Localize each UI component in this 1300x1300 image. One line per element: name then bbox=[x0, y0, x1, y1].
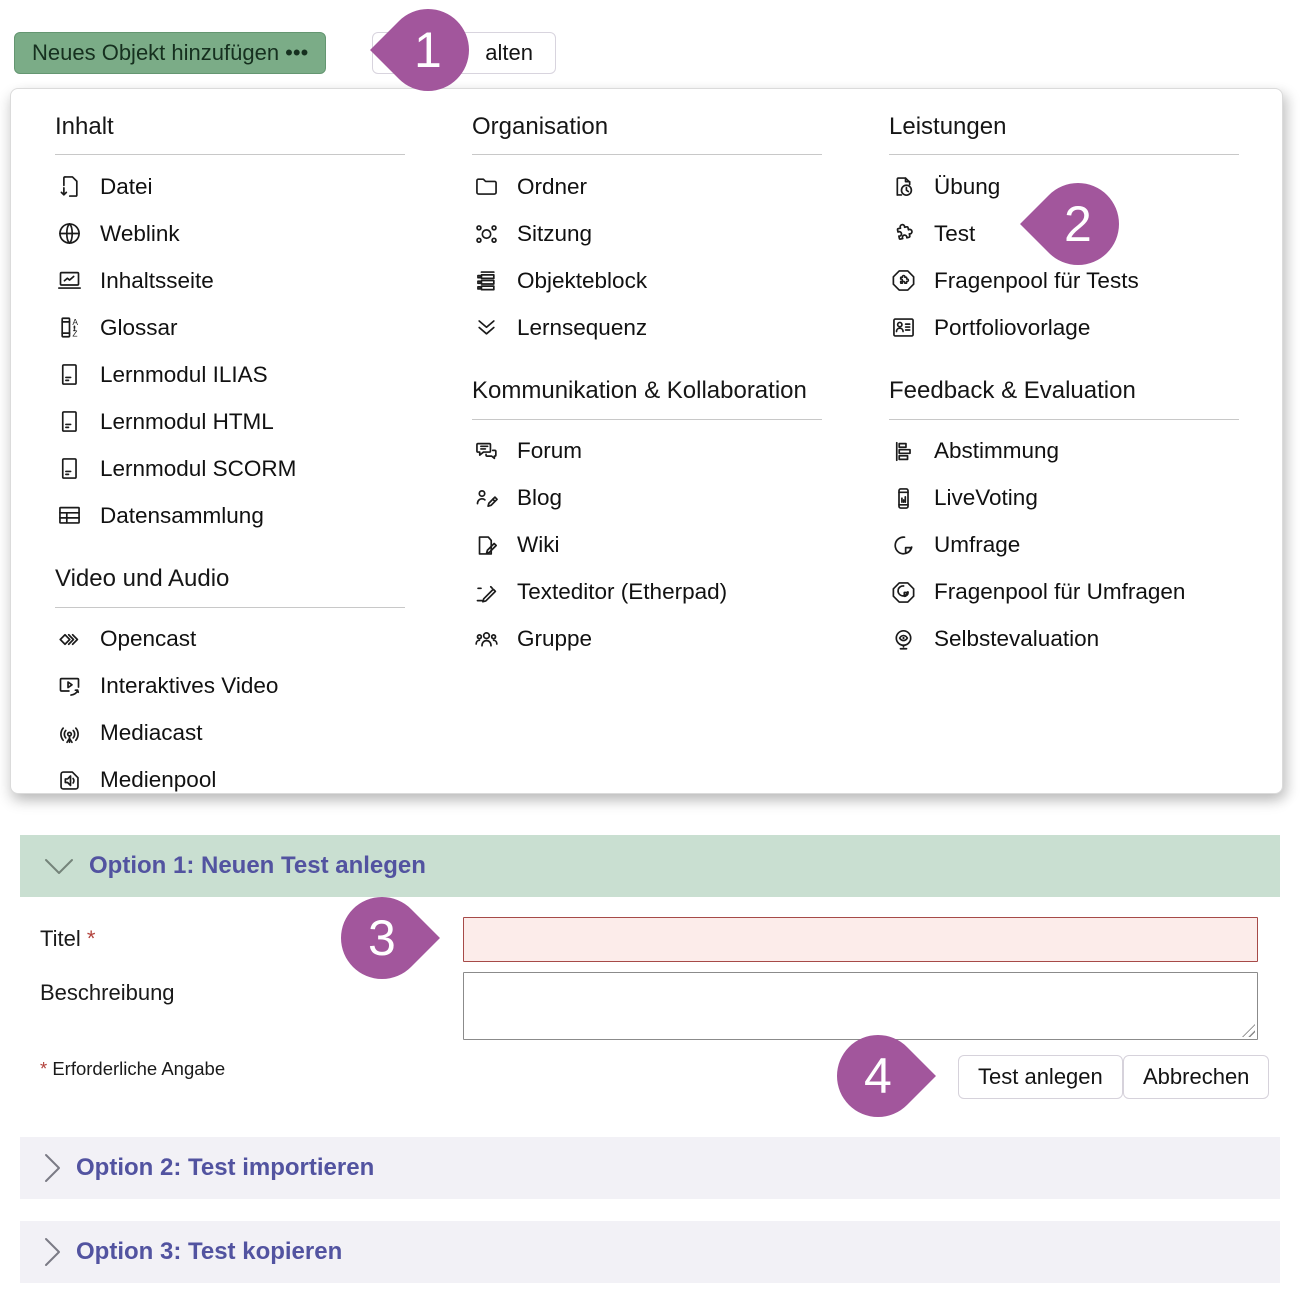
menu-item-datensammlung[interactable] bbox=[55, 492, 405, 539]
chevron-right-icon bbox=[44, 1153, 61, 1183]
section-title-video-und-audio: Video und Audio bbox=[55, 565, 405, 607]
create-test-button[interactable]: Test anlegen bbox=[958, 1055, 1123, 1099]
description-field-wrap bbox=[463, 972, 1258, 1040]
menu-item-selbstevaluation[interactable] bbox=[889, 616, 1239, 663]
opencast-icon bbox=[55, 625, 83, 653]
self-evaluation-icon bbox=[889, 625, 917, 653]
menu-item-label: Fragenpool für Tests bbox=[934, 267, 1139, 293]
menu-item-label: LiveVoting bbox=[934, 485, 1038, 511]
svg-text:A: A bbox=[71, 317, 78, 328]
step-3-label: 3 bbox=[368, 910, 396, 966]
description-textarea[interactable] bbox=[463, 972, 1258, 1040]
section-title-leistungen: Leistungen bbox=[889, 113, 1239, 155]
menu-item-label: Texteditor (Etherpad) bbox=[517, 579, 728, 605]
menu-item-label: Interaktives Video bbox=[100, 673, 279, 699]
menu-item-label: Opencast bbox=[100, 626, 197, 652]
menu-item-label: Portfoliovorlage bbox=[934, 314, 1091, 340]
section-inhalt bbox=[55, 113, 405, 539]
accordion-option-2-header[interactable] bbox=[20, 1137, 1280, 1199]
menu-item-interaktives-video[interactable] bbox=[55, 663, 405, 710]
required-mark: * bbox=[86, 926, 96, 951]
menu-item-label: Test bbox=[934, 220, 976, 246]
accordion-option-3-title: Option 3: Test kopieren bbox=[76, 1238, 343, 1265]
required-note: * Erforderliche Angabe bbox=[40, 1058, 226, 1079]
data-table-icon bbox=[55, 502, 83, 530]
menu-item-label: Selbstevaluation bbox=[934, 626, 1100, 652]
session-icon bbox=[472, 220, 500, 248]
question-pool-test-icon bbox=[889, 267, 917, 295]
menu-item-texteditor[interactable] bbox=[472, 569, 822, 616]
chevron-down-icon bbox=[44, 858, 74, 875]
step-1-label: 1 bbox=[414, 22, 442, 78]
menu-item-fragenpool-umfragen[interactable] bbox=[889, 569, 1239, 616]
section-kommunikation bbox=[472, 377, 822, 662]
menu-item-label: Glossar bbox=[100, 314, 178, 340]
live-voting-icon bbox=[889, 484, 917, 512]
menu-item-label: Weblink bbox=[100, 220, 180, 246]
blog-icon bbox=[472, 484, 500, 512]
learning-sequence-icon bbox=[472, 314, 500, 342]
item-group-icon bbox=[472, 267, 500, 295]
section-title-kommunikation: Kommunikation & Kollaboration bbox=[472, 377, 822, 419]
menu-item-medienpool[interactable] bbox=[55, 757, 405, 804]
poll-icon bbox=[889, 437, 917, 465]
menu-item-mediacast[interactable] bbox=[55, 710, 405, 757]
section-video-und-audio bbox=[55, 565, 405, 803]
title-input[interactable] bbox=[463, 917, 1258, 962]
section-title-feedback-evaluation: Feedback & Evaluation bbox=[889, 377, 1239, 419]
menu-item-gruppe[interactable] bbox=[472, 616, 822, 663]
menu-item-lernmodul-scorm[interactable] bbox=[55, 445, 405, 492]
globe-icon bbox=[55, 220, 83, 248]
dropdown-column-inhalt bbox=[55, 113, 405, 804]
exercise-icon bbox=[889, 173, 917, 201]
menu-item-label: Lernmodul SCORM bbox=[100, 455, 297, 481]
accordion-option-2-title: Option 2: Test importieren bbox=[76, 1154, 375, 1181]
menu-item-label: Objekteblock bbox=[517, 267, 648, 293]
menu-item-sitzung[interactable] bbox=[472, 210, 822, 257]
menu-item-label: Abstimmung bbox=[934, 438, 1060, 464]
add-new-object-button[interactable]: Neues Objekt hinzufügen ••• bbox=[14, 32, 326, 74]
menu-item-opencast[interactable] bbox=[55, 616, 405, 663]
cancel-button[interactable]: Abbrechen bbox=[1123, 1055, 1269, 1099]
menu-item-livevoting[interactable] bbox=[889, 475, 1239, 522]
file-download-icon bbox=[55, 173, 83, 201]
menu-item-lernmodul-ilias[interactable] bbox=[55, 351, 405, 398]
menu-item-label: Inhaltsseite bbox=[100, 267, 214, 293]
menu-item-umfrage[interactable] bbox=[889, 522, 1239, 569]
mediacast-icon bbox=[55, 719, 83, 747]
menu-item-label: Datei bbox=[100, 173, 153, 199]
menu-item-label: Blog bbox=[517, 485, 563, 511]
menu-item-forum[interactable] bbox=[472, 428, 822, 475]
partially-hidden-toolbar-button[interactable]: alten bbox=[372, 32, 556, 74]
section-title-organisation: Organisation bbox=[472, 113, 822, 155]
step-3-marker bbox=[324, 880, 440, 996]
svg-text:Z: Z bbox=[71, 328, 78, 339]
menu-item-portfoliovorlage[interactable] bbox=[889, 304, 1239, 351]
menu-item-fragenpool-tests[interactable] bbox=[889, 257, 1239, 304]
media-pool-icon bbox=[55, 766, 83, 794]
section-feedback-evaluation bbox=[889, 377, 1239, 662]
menu-item-label: Wiki bbox=[517, 532, 560, 558]
survey-icon bbox=[889, 531, 917, 559]
section-title-inhalt: Inhalt bbox=[55, 113, 405, 155]
menu-item-label: Mediacast bbox=[100, 720, 203, 746]
chevron-right-icon bbox=[44, 1237, 61, 1267]
question-pool-survey-icon bbox=[889, 578, 917, 606]
content-page-icon bbox=[55, 267, 83, 295]
menu-item-weblink[interactable] bbox=[55, 210, 405, 257]
menu-item-datei[interactable] bbox=[55, 163, 405, 210]
menu-item-objekteblock[interactable] bbox=[472, 257, 822, 304]
learning-module-icon bbox=[55, 455, 83, 483]
menu-item-label: Datensammlung bbox=[100, 502, 264, 528]
step-2-label: 2 bbox=[1064, 196, 1092, 252]
menu-item-label: Medienpool bbox=[100, 767, 217, 793]
step-4-label: 4 bbox=[864, 1048, 892, 1104]
menu-item-blog[interactable] bbox=[472, 475, 822, 522]
menu-item-glossar[interactable] bbox=[55, 304, 405, 351]
menu-item-label: Umfrage bbox=[934, 532, 1021, 558]
menu-item-label: Sitzung bbox=[517, 220, 593, 246]
forum-icon bbox=[472, 437, 500, 465]
portfolio-template-icon bbox=[889, 314, 917, 342]
menu-item-inhaltsseite[interactable] bbox=[55, 257, 405, 304]
group-icon bbox=[472, 625, 500, 653]
test-puzzle-icon bbox=[889, 220, 917, 248]
description-field-label: Beschreibung bbox=[40, 980, 175, 1005]
menu-item-label: Gruppe bbox=[517, 626, 593, 652]
menu-item-label: Ordner bbox=[517, 173, 588, 199]
menu-item-label: Übung bbox=[934, 173, 1001, 199]
menu-item-ordner[interactable] bbox=[472, 163, 822, 210]
accordion-option-3-header[interactable] bbox=[20, 1221, 1280, 1283]
menu-item-label: Fragenpool für Umfragen bbox=[934, 579, 1186, 605]
folder-icon bbox=[472, 173, 500, 201]
section-organisation bbox=[472, 113, 822, 351]
title-field-label: Titel * bbox=[40, 926, 96, 951]
menu-item-wiki[interactable] bbox=[472, 522, 822, 569]
menu-item-abstimmung[interactable] bbox=[889, 428, 1239, 475]
accordion-option-1-header[interactable] bbox=[20, 835, 1280, 897]
learning-module-icon bbox=[55, 408, 83, 436]
menu-item-label: Forum bbox=[517, 438, 583, 464]
menu-item-lernsequenz[interactable] bbox=[472, 304, 822, 351]
required-mark: * bbox=[40, 1058, 48, 1079]
menu-item-label: Lernsequenz bbox=[517, 314, 648, 340]
text-editor-icon bbox=[472, 578, 500, 606]
dropdown-column-organisation bbox=[472, 113, 822, 804]
glossary-icon bbox=[55, 314, 83, 342]
interactive-video-icon bbox=[55, 672, 83, 700]
wiki-icon bbox=[472, 531, 500, 559]
learning-module-icon bbox=[55, 361, 83, 389]
menu-item-label: Lernmodul ILIAS bbox=[100, 361, 268, 387]
menu-item-lernmodul-html[interactable] bbox=[55, 398, 405, 445]
accordion-option-1-title: Option 1: Neuen Test anlegen bbox=[89, 852, 426, 879]
menu-item-label: Lernmodul HTML bbox=[100, 408, 274, 434]
